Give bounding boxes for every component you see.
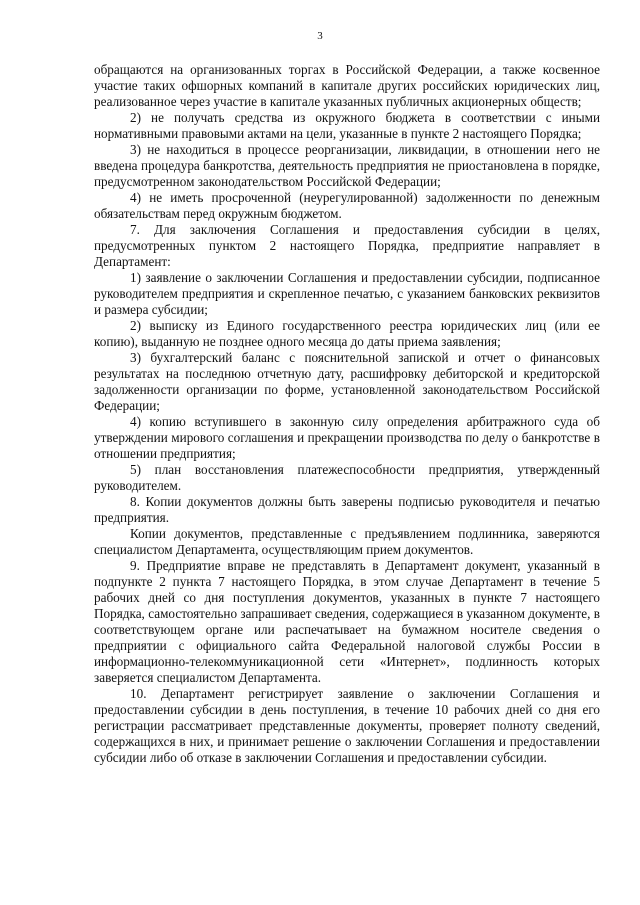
paragraph: 3) не находиться в процессе реорганизации, ликвидации, в отношении него не введена процедура банкротства, деятельность предприятия не приостановлена в порядке, предусмотренном законодательством Российской Федерации;: [94, 142, 600, 189]
paragraph: Копии документов, представленные с предъявлением подлинника, заверяются специалистом Департамента, осуществляющим прием документов.: [94, 526, 600, 557]
paragraph: 4) копию вступившего в законную силу определения арбитражного суда об утверждении мирового соглашения и прекращении производства по делу о банкротстве в отношении предприятия;: [94, 414, 600, 461]
page-number: 3: [317, 30, 323, 42]
paragraph: 5) план восстановления платежеспособности предприятия, утвержденный руководителем.: [94, 462, 600, 493]
paragraph: 2) не получать средства из окружного бюджета в соответствии с иными нормативными правовыми актами на цели, указанные в пункте 2 настоящего Порядка;: [94, 110, 600, 141]
document-body: [94, 62, 600, 766]
paragraph: обращаются на организованных торгах в Российской Федерации, а также косвенное участие таких офшорных компаний в капитале других российских юридических лиц, реализованное через участие в капитале указанных публичных акционерных обществ;: [94, 62, 600, 109]
paragraph: 3) бухгалтерский баланс с пояснительной запиской и отчет о финансовых результатах на последнюю отчетную дату, расшифровку дебиторской и кредиторской задолженности организации по форме, установленной законодательством Российской Федерации;: [94, 350, 600, 413]
paragraph: 2) выписку из Единого государственного реестра юридических лиц (или ее копию), выданную не позднее одного месяца до даты приема заявления;: [94, 318, 600, 349]
paragraph: 8. Копии документов должны быть заверены подписью руководителя и печатью предприятия.: [94, 494, 600, 525]
paragraph: 7. Для заключения Соглашения и предоставления субсидии в целях, предусмотренных пунктом 2 настоящего Порядка, предприятие направляет в Департамент:: [94, 222, 600, 269]
paragraph: 9. Предприятие вправе не представлять в Департамент документ, указанный в подпункте 2 пункта 7 настоящего Порядка, в этом случае Департамент в течение 5 рабочих дней со дня поступления документов, указанных в пункте 7 настоящего Порядка, самостоятельно запрашивает сведения, содержащиеся в указанном документе, в соответствующем органе или распечатывает на бумажном носителе сведения о предприятии с официального сайта Федеральной налоговой службы России в информационно-телекоммуникационной сети «Интернет», подлинность которых заверяется специалистом Департамента.: [94, 558, 600, 685]
paragraph: 1) заявление о заключении Соглашения и предоставлении субсидии, подписанное руководителем предприятия и скрепленное печатью, с указанием банковских реквизитов и размера субсидии;: [94, 270, 600, 317]
paragraph: 4) не иметь просроченной (неурегулированной) задолженности по денежным обязательствам перед окружным бюджетом.: [94, 190, 600, 221]
paragraph: 10. Департамент регистрирует заявление о заключении Соглашения и предоставлении субсидии в день поступления, в течение 10 рабочих дней со дня его регистрации рассматривает представленные документы, проверяет полноту сведений, содержащихся в них, и принимает решение о заключении Соглашения и предоставлении субсидии либо об отказе в заключении Соглашения и предоставлении субсидии.: [94, 686, 600, 765]
